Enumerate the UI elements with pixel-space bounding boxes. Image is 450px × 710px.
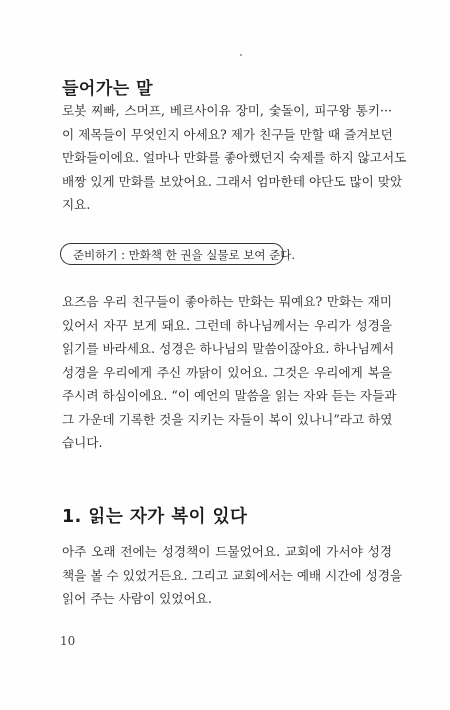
section-line: 읽어 주는 사람이 있었어요.	[62, 591, 212, 606]
intro-paragraph	[62, 99, 407, 217]
section-line: 책을 볼 수 있었거든요. 그리고 교회에서는 예배 시간에 성경을	[62, 567, 403, 583]
section-paragraph	[62, 540, 403, 611]
section-line: 아주 오래 전에는 성경책이 드물었어요. 교회에 가서야 성경	[62, 544, 392, 559]
body-line: 그 가운데 기록한 것을 지키는 자들이 복이 있나니”라고 하였	[62, 411, 393, 427]
intro-line: 만화들이에요. 얼마나 만화를 좋아했던지 숙제를 하지 않고서도	[62, 150, 407, 165]
body-paragraph	[62, 290, 397, 455]
body-line: 요즈음 우리 친구들이 좋아하는 만화는 뭐예요? 만화는 재미	[62, 294, 392, 309]
print-speck	[240, 54, 242, 56]
page-number: 10	[60, 634, 76, 648]
body-line: 주시려 하심이에요. “이 예언의 말씀을 읽는 자와 듣는 자들과	[62, 388, 397, 403]
intro-line: 지요.	[62, 197, 91, 212]
intro-heading: 들어가는 말	[62, 79, 154, 99]
body-line: 있어서 자꾸 보게 돼요. 그런데 하나님께서는 우리가 성경을	[62, 317, 392, 333]
intro-line: 배짱 있게 만화를 보았어요. 그래서 엄마한테 야단도 많이 맞았	[62, 173, 403, 189]
body-line: 습니다.	[62, 435, 103, 450]
intro-line: 이 제목들이 무엇인지 아세요? 제가 친구들 만할 때 즐겨보던	[62, 126, 393, 142]
body-line: 읽기를 바라세요. 성경은 하나님의 말씀이잖아요. 하나님께서	[62, 341, 395, 356]
preparation-note-box: 준비하기 : 만화책 한 권을 실물로 보여 준다.	[60, 243, 284, 265]
body-line: 성경을 우리에게 주신 까닭이 있어요. 그것은 우리에게 복을	[62, 364, 392, 380]
section-title: 1. 읽는 자가 복이 있다	[62, 507, 248, 527]
intro-line: 로봇 찌빠, 스머프, 베르사이유 장미, 숯돌이, 피구왕 통키···	[62, 103, 392, 118]
